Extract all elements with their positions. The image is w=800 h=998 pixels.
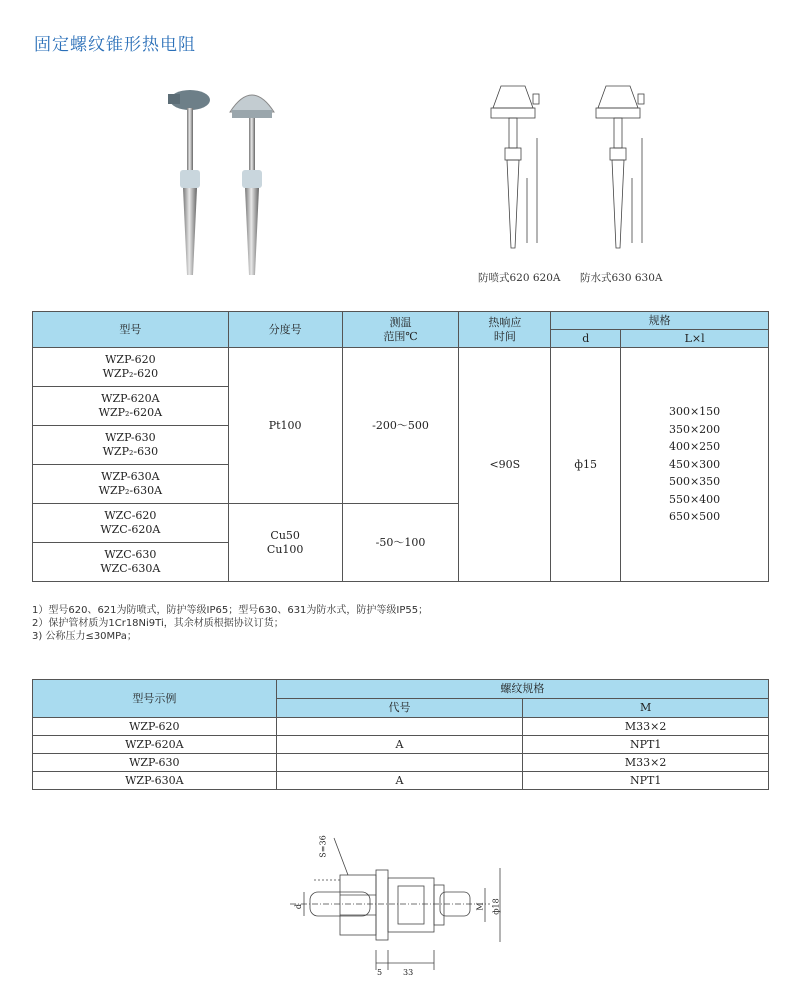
table-row xyxy=(33,736,769,754)
table-row xyxy=(33,754,769,772)
dim-phi: ф18 xyxy=(491,898,501,915)
model-cell xyxy=(33,543,229,582)
thread-table xyxy=(32,679,769,790)
notes xyxy=(32,604,428,643)
note-item: 3) 公称压力≤30MPa； xyxy=(32,631,137,642)
model-line: WZC-630 xyxy=(104,548,157,561)
size-item: 550×400 xyxy=(668,492,721,506)
model-line: WZP-630A xyxy=(101,470,160,483)
model-line: WZP₂-620A xyxy=(98,406,163,419)
model-line: WZP₂-620 xyxy=(102,367,159,380)
header-spec: 规格 xyxy=(551,312,769,330)
spec-table xyxy=(32,311,769,582)
header-resp-line2: 时间 xyxy=(493,329,516,343)
thread-m: M33×2 xyxy=(523,754,769,772)
model-line: WZP₂-630A xyxy=(98,484,163,497)
header-temp-line1: 测温 xyxy=(389,315,412,329)
dim-s: S=36 xyxy=(318,835,328,858)
thread-model: WZP-620A xyxy=(33,736,277,754)
model-cell xyxy=(33,426,229,465)
model-cell xyxy=(33,465,229,504)
table-row xyxy=(33,772,769,790)
dim-5: 5 xyxy=(377,968,383,977)
graduation-cu100: Cu100 xyxy=(266,542,304,556)
size-item: 500×350 xyxy=(668,475,721,489)
model-cell xyxy=(33,387,229,426)
header-temp-range xyxy=(342,312,459,348)
product-photo-small-head xyxy=(160,80,220,280)
model-line: WZP-620 xyxy=(105,353,156,366)
d-value: ф15 xyxy=(551,348,621,582)
thread-model: WZP-620 xyxy=(33,718,277,736)
size-item: 400×250 xyxy=(668,440,721,454)
response-time: <90S xyxy=(459,348,551,582)
graduation-pt: Pt100 xyxy=(228,348,342,504)
model-line: WZC-630A xyxy=(100,562,161,575)
model-line: WZC-620 xyxy=(104,509,157,522)
graduation-cu xyxy=(228,504,342,582)
thread-code: A xyxy=(276,772,523,790)
thread-code xyxy=(276,754,523,772)
model-line: WZP₂-630 xyxy=(102,445,159,458)
thread-m: M33×2 xyxy=(523,718,769,736)
caption-spray-type: 防喷式620 620A xyxy=(478,272,561,284)
size-item: 300×150 xyxy=(668,405,721,419)
size-item: 450×300 xyxy=(668,457,721,471)
size-item: 650×500 xyxy=(668,510,721,524)
size-item: 350×200 xyxy=(668,422,721,436)
thread-m: NPT1 xyxy=(523,772,769,790)
graduation-cu50: Cu50 xyxy=(270,528,300,542)
model-line: WZC-620A xyxy=(100,523,161,536)
size-list xyxy=(621,348,769,582)
dim-d: d xyxy=(294,903,304,910)
page-title: 固定螺纹锥形热电阻 xyxy=(34,35,196,55)
header-example: 型号示例 xyxy=(33,680,277,718)
header-temp-line2: 范围℃ xyxy=(383,329,418,343)
dim-33: 33 xyxy=(403,968,414,977)
thread-code xyxy=(276,718,523,736)
model-cell xyxy=(33,504,229,543)
dimension-drawing-spray-type xyxy=(485,78,555,258)
header-lxl: L×l xyxy=(621,330,769,348)
thread-m: NPT1 xyxy=(523,736,769,754)
thread-model: WZP-630 xyxy=(33,754,277,772)
note-item: 1）型号620、621为防喷式，防护等级IP65；型号630、631为防水式，防护等级IP55； xyxy=(32,605,429,616)
header-m: M xyxy=(523,699,769,718)
header-resp-line1: 热响应 xyxy=(488,315,522,329)
header-response xyxy=(459,312,551,348)
caption-water-type: 防水式630 630A xyxy=(580,272,663,284)
table-row xyxy=(33,718,769,736)
model-line: WZP-630 xyxy=(105,431,156,444)
thread-model: WZP-630A xyxy=(33,772,277,790)
model-line: WZP-620A xyxy=(101,392,160,405)
range-cu: -50～100 xyxy=(342,504,459,582)
dimension-drawing-water-type xyxy=(590,78,660,258)
dim-m: M xyxy=(475,902,485,911)
product-photo-dome-head xyxy=(222,80,282,280)
header-thread: 螺纹规格 xyxy=(276,680,768,699)
header-d: d xyxy=(551,330,621,348)
header-model: 型号 xyxy=(33,312,229,348)
header-code: 代号 xyxy=(276,699,523,718)
note-item: 2）保护管材质为1Cr18Ni9Ti，其余材质根据协议订货； xyxy=(32,618,284,629)
header-graduation: 分度号 xyxy=(228,312,342,348)
range-pt: -200～500 xyxy=(342,348,459,504)
thread-code: A xyxy=(276,736,523,754)
model-cell xyxy=(33,348,229,387)
